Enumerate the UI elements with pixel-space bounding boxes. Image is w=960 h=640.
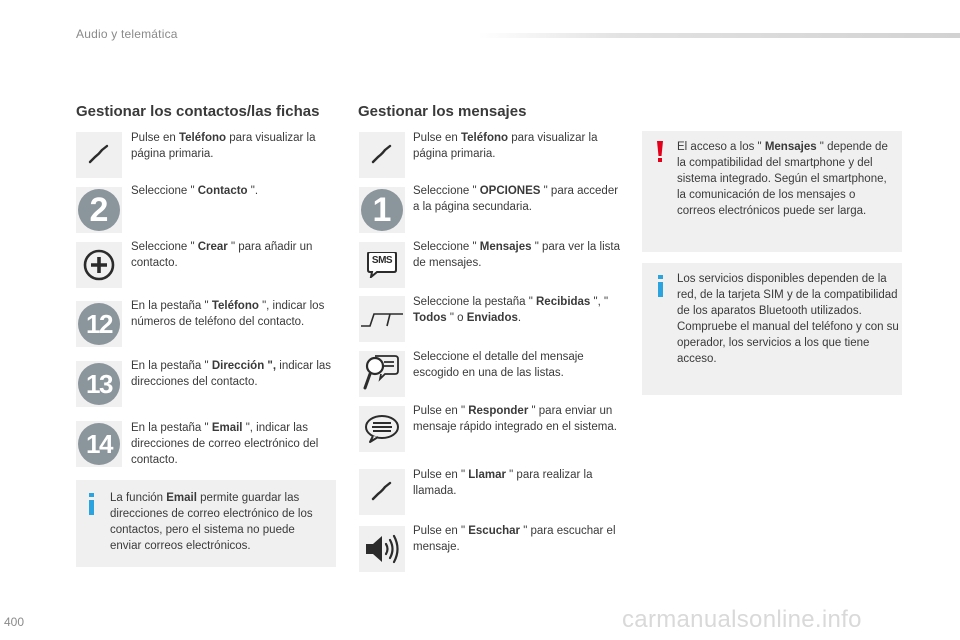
messages-step-5-text: Seleccione el detalle del mensaje escogido en una de las listas. [413,351,584,379]
step-number-badge: 12 [78,303,120,345]
messages-step-3-text: Seleccione " Mensajes " para ver la lista de mensajes. [413,241,620,269]
messages-step-5-icon-box [359,351,405,397]
messages-step-6-text: Pulse en " Responder " para enviar un mensaje rápido integrado en el sistema. [413,405,617,433]
add-circle-icon [82,248,116,282]
contacts-step-13-number-box [76,361,122,407]
sms-icon-label: SMS [371,255,393,266]
messages-step-1-text: Pulse en Teléfono para visualizar la página primaria. [413,132,598,160]
info-icon [656,275,666,297]
sms-icon [365,252,399,278]
contacts-section-title: Gestionar los contactos/las fichas [76,103,320,120]
messages-step-4-icon-box [359,296,405,342]
quick-reply-icon [364,414,400,444]
contacts-step-12-text: En la pestaña " Teléfono ", indicar los números de teléfono del contacto. [131,300,325,328]
header-rule [478,33,960,38]
messages-step-6-icon-box [359,406,405,452]
contacts-info-box [76,480,336,567]
contacts-info-text: La función Email permite guardar las direcciones de correo electrónico de los contactos, pero el sistema no puede enviar correos electrónicos. [110,492,313,552]
messages-step-7-icon-box [359,469,405,515]
warning-note-text: El acceso a los " Mensajes " depende de la compatibilidad del smartphone y del sistema integrado. Según el smartphone, la comunicación de los mensajes o correos electrónicos puede ser larga. [677,141,888,217]
warning-note-box [642,131,902,252]
watermark: carmanualsonline.info [622,606,862,633]
contacts-step-13-text: En la pestaña " Dirección ", indicar las direcciones del contacto. [131,360,332,388]
step-number-badge: 2 [78,189,120,231]
messages-step-4-text: Seleccione la pestaña " Recibidas ", " Todos " o Enviados. [413,296,609,324]
phone-handset-icon [368,478,396,506]
messages-section-title: Gestionar los mensajes [358,103,527,120]
messages-step-7-text: Pulse en " Llamar " para realizar la llamada. [413,469,593,497]
contacts-step-12-number-box [76,301,122,347]
step-number-badge: 1 [361,189,403,231]
info-note-text: Los servicios disponibles dependen de la red, de la tarjeta SIM y de la compatibilidad de los aparatos Bluetooth utilizados. Compruebe el manual del teléfono y con su operador, los servicios a los que tiene acceso. [677,273,899,365]
page-number: 400 [4,615,25,629]
contacts-step-3-icon-box [76,242,122,288]
messages-step-1-icon-box [359,132,405,178]
messages-step-8-text: Pulse en " Escuchar " para escuchar el mensaje. [413,525,616,553]
phone-handset-icon [368,141,396,169]
tab-icon [360,307,404,331]
page-header: Audio y telemática [76,27,178,41]
contacts-step-2-text: Seleccione " Contacto ". [131,185,259,197]
step-number-badge: 14 [78,423,120,465]
step-number-badge: 13 [78,363,120,405]
contacts-step-1-icon-box [76,132,122,178]
contacts-step-14-text: En la pestaña " Email ", indicar las direcciones de correo electrónico del contacto. [131,422,319,466]
message-search-icon [363,354,401,394]
messages-step-2-number-box [359,187,405,233]
messages-step-2-text: Seleccione " OPCIONES " para acceder a la página secundaria. [413,185,619,213]
contacts-step-3-text: Seleccione " Crear " para añadir un contacto. [131,241,313,269]
speaker-icon [364,534,400,564]
phone-handset-icon [85,141,113,169]
messages-step-8-icon-box [359,526,405,572]
info-icon [87,493,97,515]
warning-icon [656,141,664,163]
contacts-step-2-number-box [76,187,122,233]
contacts-step-1-text: Pulse en Teléfono para visualizar la página primaria. [131,132,316,160]
contacts-step-14-number-box [76,421,122,467]
messages-step-3-icon-box [359,242,405,288]
info-note-box [642,263,902,395]
